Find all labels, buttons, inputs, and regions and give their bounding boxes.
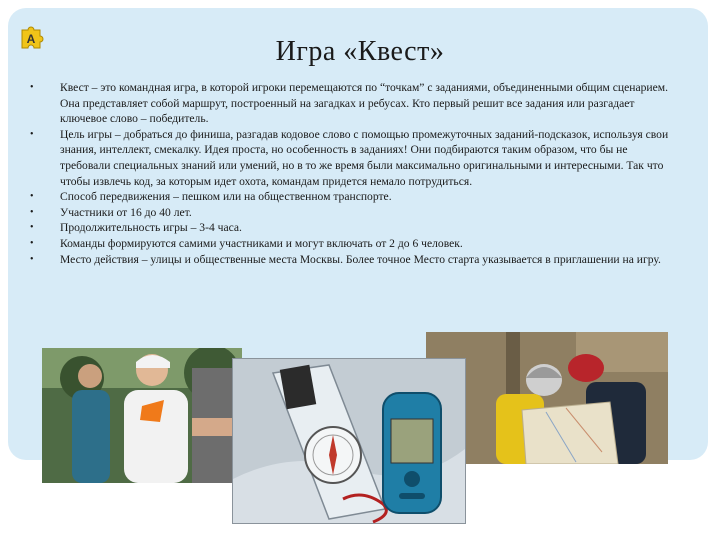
bullet-text: Продолжительность игры – 3-4 часа. (60, 221, 242, 235)
bullet-marker: • (30, 253, 34, 265)
bullet-text: Участники от 16 до 40 лет. (60, 205, 192, 219)
bullet-item (30, 127, 670, 189)
bullet-marker: • (30, 191, 34, 203)
bullet-text: Цель игры – добраться до финиша, разгадав кодовое слово с помощью промежуточных заданий-подсказок, используя свои знания, интеллект, смекалку. Идея проста, но особенность в заданиях! Они подбираются таким образом, что бы не требовали специальных знаний или умений, но в то же время были максимально оригинальными и интересными. Так что чтобы извлечь код, за которым идет охота, командам придется немало потрудиться. (60, 127, 669, 188)
bullet-marker: • (30, 206, 34, 218)
bullet-item (30, 80, 670, 127)
bullet-marker: • (30, 128, 34, 140)
bullet-list (30, 80, 670, 267)
bullet-item (30, 252, 670, 268)
bullet-marker: • (30, 82, 34, 93)
logo-letter: А (26, 32, 36, 46)
bullet-text: Место действия – улицы и общественные места Москвы. Более точное Место старта указывается в приглашении на игру. (60, 252, 661, 266)
bullet-item (30, 220, 670, 236)
bullet-marker: • (30, 237, 34, 249)
slide-title: Игра «Квест» (275, 36, 445, 67)
bullet-text: Квест – это командная игра, в которой игроки перемещаются по “точкам” с заданиями, объединенными общим сценарием. Она представляет собой маршрут, построенный на загадках и ребусах. Кто первый решит все задания или разгадает ключевое слово – победитель. (60, 81, 669, 126)
photo-compass-gps (232, 358, 466, 524)
photo-players-outdoors (42, 348, 242, 483)
bullet-text: Способ передвижения – пешком или на общественном транспорте. (60, 190, 392, 204)
bullet-item (30, 205, 670, 221)
bullet-item (30, 236, 670, 252)
bullet-text: Команды формируются самими участниками и могут включать от 2 до 6 человек. (60, 236, 463, 250)
bullet-item (30, 189, 670, 205)
bullet-marker: • (30, 222, 34, 234)
